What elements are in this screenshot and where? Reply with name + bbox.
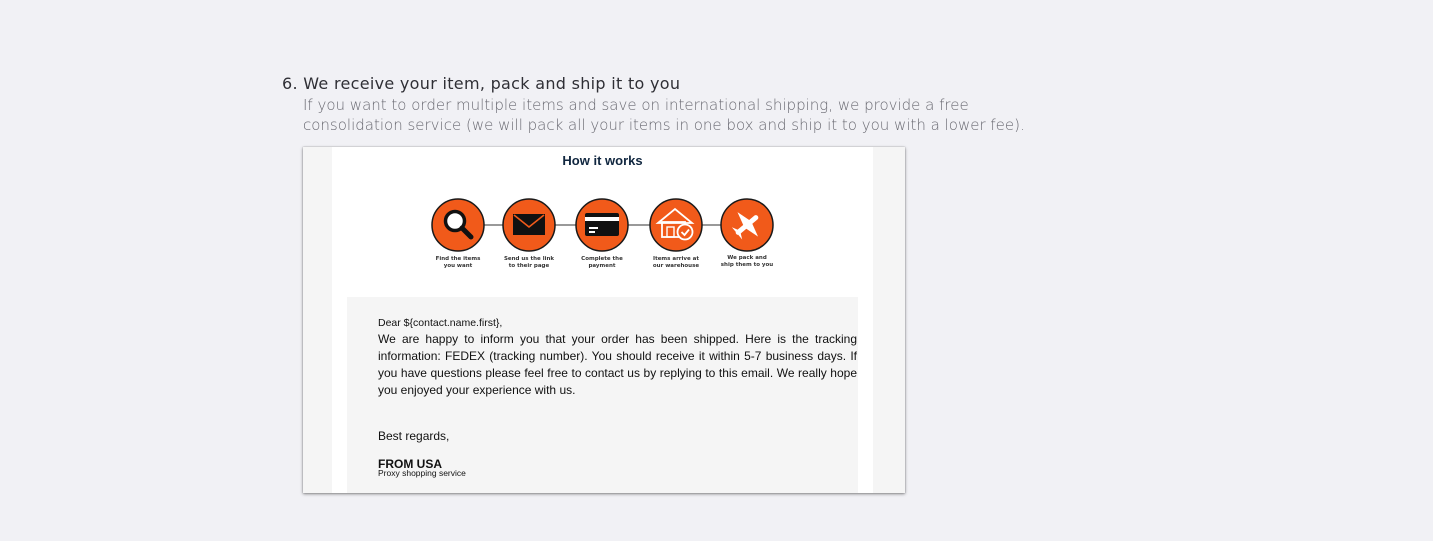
step-caption-1 [423,256,493,269]
step-caption-4-line-2: our warehouse [652,262,700,269]
step-caption-3 [567,256,637,269]
signature-name: FROM USA [378,457,442,471]
credit-card-icon [576,199,628,251]
step-caption-2-line-1: Send us the link [503,256,555,262]
step-description-line-2: consolidation service (we will pack all your items in one box and ship it to you with a lower fee). [303,116,1025,134]
email-regards: Best regards, [378,429,450,443]
step-caption-1-line-2: you want [443,262,473,269]
envelope-icon [503,199,555,251]
step-heading: 6. We receive your item, pack and ship it to you [282,74,681,93]
step-description-line-1: If you want to order multiple items and save on international shipping, we provide a free [303,96,969,114]
warehouse-icon [650,199,702,251]
magnifier-icon [432,199,484,251]
airplane-icon [721,199,773,251]
step-caption-4-line-1: Items arrive at [653,256,699,262]
step-caption-2-line-2: to their page [508,262,550,269]
signature-subtitle: Proxy shopping service [378,468,466,478]
step-caption-5-line-2: ship them to you [720,261,774,268]
step-caption-5-line-1: We pack and [727,255,767,261]
step-description [303,95,1025,135]
step-caption-5 [712,255,782,268]
step-caption-2 [494,256,564,269]
how-it-works-title: How it works [562,153,643,168]
step-caption-3-line-1: Complete the [581,256,623,262]
email-body-text: We are happy to inform you that your order has been shipped. Here is the tracking information: FEDEX (tracking number). You should receive it within 5-7 business days. If you have questions please feel free to contact us by replying to this email. We really hope you enjoyed your experience with us. [378,332,857,397]
step-caption-4 [641,256,711,269]
step-caption-3-line-2: payment [588,262,616,269]
email-screenshot [303,147,905,493]
email-content [332,147,873,493]
step-caption-1-line-1: Find the items [435,256,481,262]
email-body-panel [347,297,858,493]
email-greeting: Dear ${contact.name.first}, [378,317,503,329]
